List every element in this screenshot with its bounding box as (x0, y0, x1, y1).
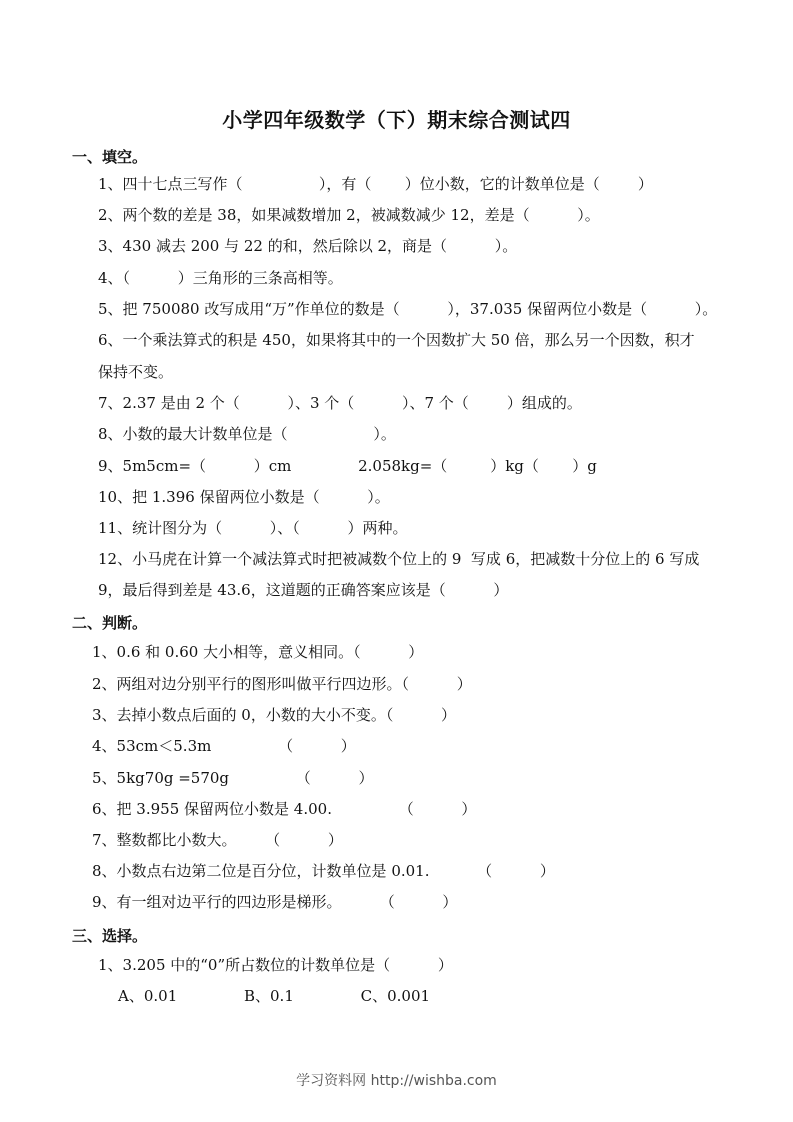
section-heading-fill: 一、填空。 (72, 148, 148, 166)
fill-question-3: 3、430 减去 200 与 22 的和，然后除以 2，商是（ ）。 (98, 237, 518, 255)
fill-question-9: 9、5m5cm=（ ）cm 2.058kg=（ ）kg（ ）g (98, 457, 597, 475)
fill-question-6: 6、一个乘法算式的积是 450，如果将其中的一个因数扩大 50 倍，那么另一个因数，积才 (98, 331, 695, 349)
fill-question-4: 4、（ ）三角形的三条高相等。 (98, 269, 343, 287)
judge-question-2: 2、两组对边分别平行的图形叫做平行四边形。（ ） (92, 675, 472, 693)
judge-question-6: 6、把 3.955 保留两位小数是 4.00. （ ） (92, 800, 477, 818)
section-heading-judge: 二、判断。 (72, 614, 148, 632)
judge-question-3: 3、去掉小数点后面的 0，小数的大小不变。（ ） (92, 706, 457, 724)
judge-question-7: 7、整数都比小数大。 （ ） (92, 831, 343, 849)
judge-question-1: 1、0.6 和 0.60 大小相等，意义相同。（ ） (92, 643, 424, 661)
fill-question-6-continued: 保持不变。 (98, 363, 174, 381)
fill-question-12-continued: 9，最后得到差是 43.6，这道题的正确答案应该是（ ） (98, 581, 509, 599)
footer-watermark: 学习资料网 http://wishba.com (296, 1073, 497, 1089)
fill-question-2: 2、两个数的差是 38，如果减数增加 2，被减数减少 12，差是（ ）。 (98, 206, 600, 224)
fill-question-7: 7、2.37 是由 2 个（ ）、3 个（ ）、7 个（ ）组成的。 (98, 394, 582, 412)
judge-question-4: 4、53cm＜5.3m （ ） (92, 737, 356, 755)
fill-question-11: 11、统计图分为（ ）、（ ）两种。 (98, 519, 408, 537)
page-title: 小学四年级数学（下）期末综合测试四 (222, 108, 571, 132)
judge-question-8: 8、小数点右边第二位是百分位，计数单位是 0.01. （ ） (92, 862, 555, 880)
fill-question-8: 8、小数的最大计数单位是（ ）。 (98, 425, 396, 443)
choice-options: A、0.01 B、0.1 C、0.001 (118, 987, 431, 1005)
fill-question-5: 5、把 750080 改写成用“万”作单位的数是（ ），37.035 保留两位小数是（ ）。 (98, 300, 718, 318)
fill-question-12: 12、小马虎在计算一个减法算式时把被减数个位上的 9 写成 6，把减数十分位上的 6 写成 (98, 550, 700, 568)
choice-question-1: 1、3.205 中的“0”所占数位的计数单位是（ ） (98, 956, 453, 974)
fill-question-1: 1、四十七点三写作（ ），有（ ）位小数，它的计数单位是（ ） (98, 175, 653, 193)
section-heading-choice: 三、选择。 (72, 927, 148, 945)
judge-question-5: 5、5kg70g =570g （ ） (92, 769, 374, 787)
fill-question-10: 10、把 1.396 保留两位小数是（ ）。 (98, 488, 390, 506)
judge-question-9: 9、有一组对边平行的四边形是梯形。 （ ） (92, 893, 458, 911)
